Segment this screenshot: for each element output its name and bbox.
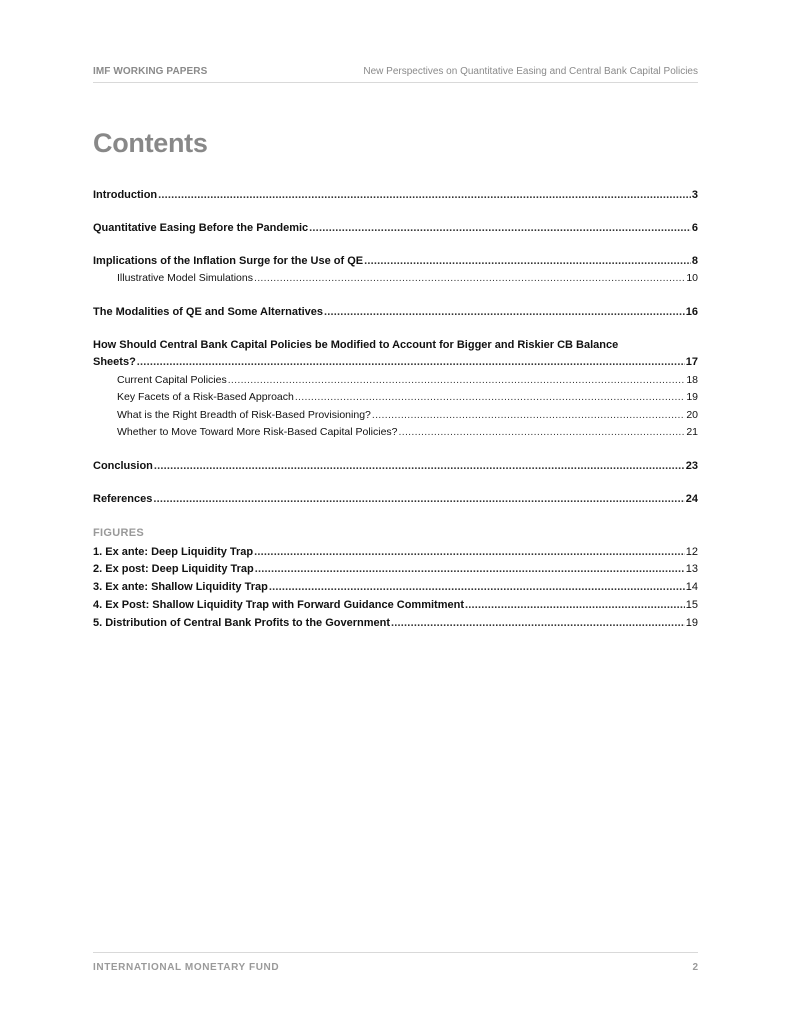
footer-organization: INTERNATIONAL MONETARY FUND [93,962,280,973]
toc-entry-page: 21 [686,426,698,438]
dot-leader [309,221,691,235]
header-paper-title: New Perspectives on Quantitative Easing and Central Bank Capital Policies [363,66,698,77]
toc-entry-title: Key Facets of a Risk-Based Approach [117,391,294,403]
toc-entry-introduction[interactable] [93,188,698,202]
dot-leader [228,373,686,387]
toc-entry-title: Introduction [93,189,158,201]
dot-leader [372,408,685,422]
figures-heading: FIGURES [93,527,144,539]
toc-entry-title: Whether to Move Toward More Risk-Based Capital Policies? [117,426,398,438]
toc-entry-page: 16 [685,306,698,318]
toc-subentry-whether-move[interactable] [117,425,698,439]
toc-entry-page: 10 [686,272,698,284]
dot-leader [399,425,686,439]
toc-subentry-right-breadth[interactable] [117,408,698,422]
figure-entry[interactable] [93,562,698,576]
toc-entry-title: Illustrative Model Simulations [117,272,253,284]
toc-entry-page: 8 [691,255,698,267]
toc-entry-title: References [93,493,153,505]
toc-entry-page: 6 [691,222,698,234]
figure-title: 4. Ex Post: Shallow Liquidity Trap with Forward Guidance Commitment [93,599,464,611]
dot-leader [295,390,685,404]
toc-entry-title: Current Capital Policies [117,374,227,386]
dot-leader [153,492,684,506]
toc-entry-title: Sheets? [93,356,136,368]
toc-entry-page: 19 [686,391,698,403]
figure-title: 3. Ex ante: Shallow Liquidity Trap [93,581,268,593]
page-title: Contents [93,128,208,158]
toc-entry-references[interactable] [93,492,698,506]
figure-entry[interactable] [93,545,698,559]
figure-title: 1. Ex ante: Deep Liquidity Trap [93,546,254,558]
dot-leader [324,305,685,319]
toc-entry-how-should[interactable] [93,355,698,369]
dot-leader [137,355,685,369]
figure-page: 13 [685,563,698,575]
dot-leader [364,254,691,268]
toc-entry-title: The Modalities of QE and Some Alternatives [93,306,324,318]
dot-leader [465,598,685,612]
running-header [93,66,698,83]
toc-entry-page: 24 [685,493,698,505]
header-series-title: IMF WORKING PAPERS [93,66,208,77]
toc-entry-modalities[interactable] [93,305,698,319]
toc-entry-page: 18 [686,374,698,386]
toc-entry-conclusion[interactable] [93,459,698,473]
toc-entry-how-should-line1[interactable]: How Should Central Bank Capital Policies be Modified to Account for Bigger and Riskier CB Balance [93,339,619,351]
figure-title: 5. Distribution of Central Bank Profits to the Government [93,617,391,629]
figure-title: 2. Ex post: Deep Liquidity Trap [93,563,254,575]
figure-entry[interactable] [93,580,698,594]
figure-entry[interactable] [93,616,698,630]
figure-page: 15 [685,599,698,611]
dot-leader [269,580,685,594]
figure-entry[interactable] [93,598,698,612]
toc-entry-page: 23 [685,460,698,472]
toc-entry-title: Quantitative Easing Before the Pandemic [93,222,309,234]
dot-leader [254,271,685,285]
figure-page: 12 [685,546,698,558]
toc-subentry-current-capital[interactable] [117,373,698,387]
page-number: 2 [692,962,698,973]
toc-entry-title: Implications of the Inflation Surge for the Use of QE [93,255,364,267]
toc-entry-page: 17 [685,356,698,368]
toc-entry-title: Conclusion [93,460,153,472]
running-footer [93,952,698,973]
toc-entry-qe-before-pandemic[interactable] [93,221,698,235]
toc-subentry-illustrative[interactable] [117,271,698,285]
toc-entry-title: What is the Right Breadth of Risk-Based Provisioning? [117,409,371,421]
figure-page: 19 [685,617,698,629]
toc-entry-page: 3 [691,189,698,201]
dot-leader [255,562,685,576]
toc-subentry-key-facets[interactable] [117,390,698,404]
dot-leader [154,459,685,473]
toc-entry-implications[interactable] [93,254,698,268]
dot-leader [158,188,691,202]
toc-entry-page: 20 [686,409,698,421]
dot-leader [391,616,685,630]
figure-page: 14 [685,581,698,593]
dot-leader [254,545,685,559]
